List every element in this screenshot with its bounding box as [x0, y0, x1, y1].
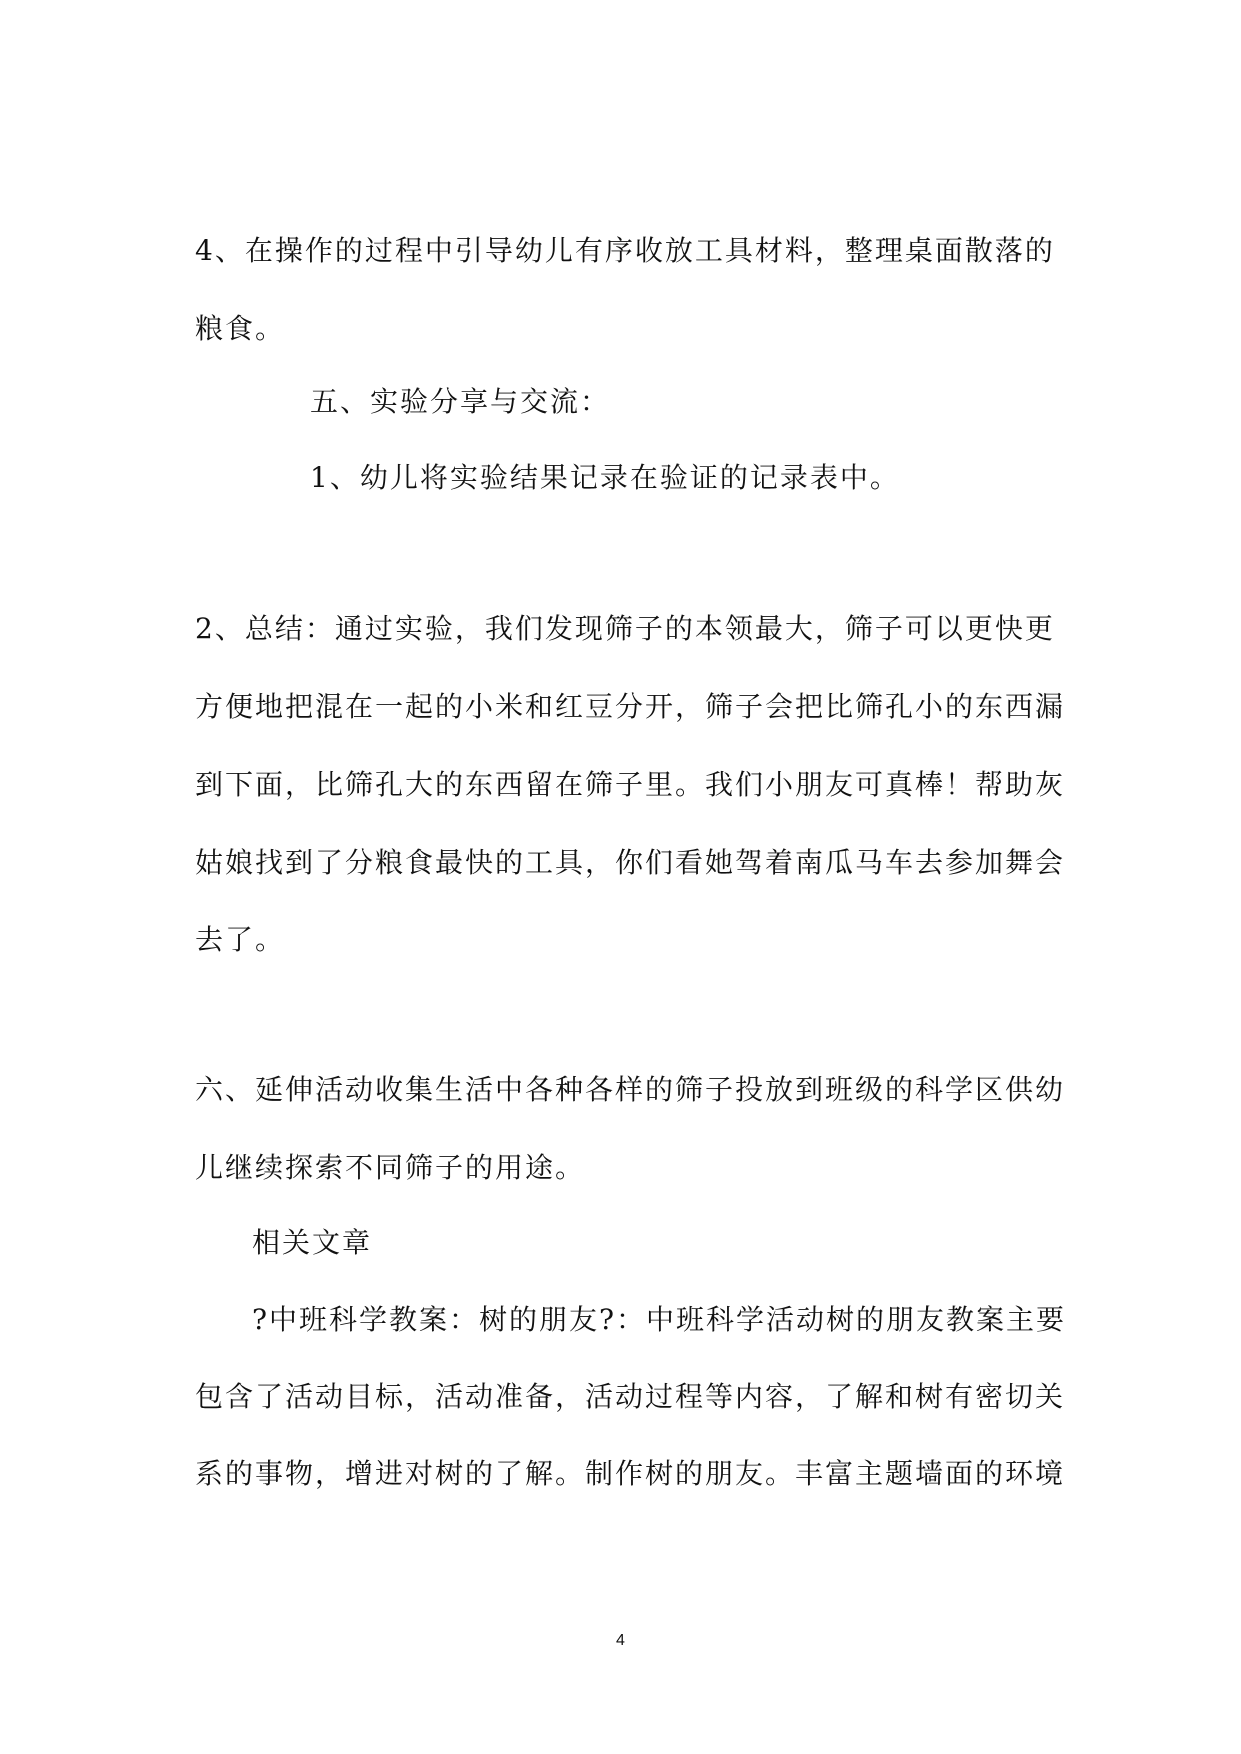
related-article-line-2: 包含了活动目标，活动准备，活动过程等内容，了解和树有密切关 [195, 1380, 1066, 1413]
paragraph-1-line-2: 粮食。 [195, 312, 286, 345]
summary-line-2: 方便地把混在一起的小米和红豆分开，筛子会把比筛孔小的东西漏 [195, 690, 1066, 723]
related-articles-heading: 相关文章 [252, 1226, 373, 1259]
list-item-1: 1、幼儿将实验结果记录在验证的记录表中。 [310, 461, 900, 494]
section-heading-share: 五、实验分享与交流： [310, 385, 611, 418]
related-article-line-1: ?中班科学教案：树的朋友?：中班科学活动树的朋友教案主要 [252, 1303, 1067, 1336]
extension-line-1: 六、延伸活动收集生活中各种各样的筛子投放到班级的科学区供幼 [195, 1073, 1066, 1106]
summary-line-4: 姑娘找到了分粮食最快的工具，你们看她驾着南瓜马车去参加舞会 [195, 846, 1066, 879]
paragraph-1-line-1: 4、在操作的过程中引导幼儿有序收放工具材料，整理桌面散落的 [195, 234, 1055, 267]
page-number: 4 [616, 1632, 625, 1649]
extension-line-2: 儿继续探索不同筛子的用途。 [195, 1151, 586, 1184]
summary-line-1: 2、总结：通过实验，我们发现筛子的本领最大，筛子可以更快更 [195, 612, 1055, 645]
related-article-line-3: 系的事物，增进对树的了解。制作树的朋友。丰富主题墙面的环境 [195, 1457, 1066, 1490]
summary-line-3: 到下面，比筛孔大的东西留在筛子里。我们小朋友可真棒！帮助灰 [195, 768, 1066, 801]
summary-line-5: 去了。 [195, 923, 286, 956]
